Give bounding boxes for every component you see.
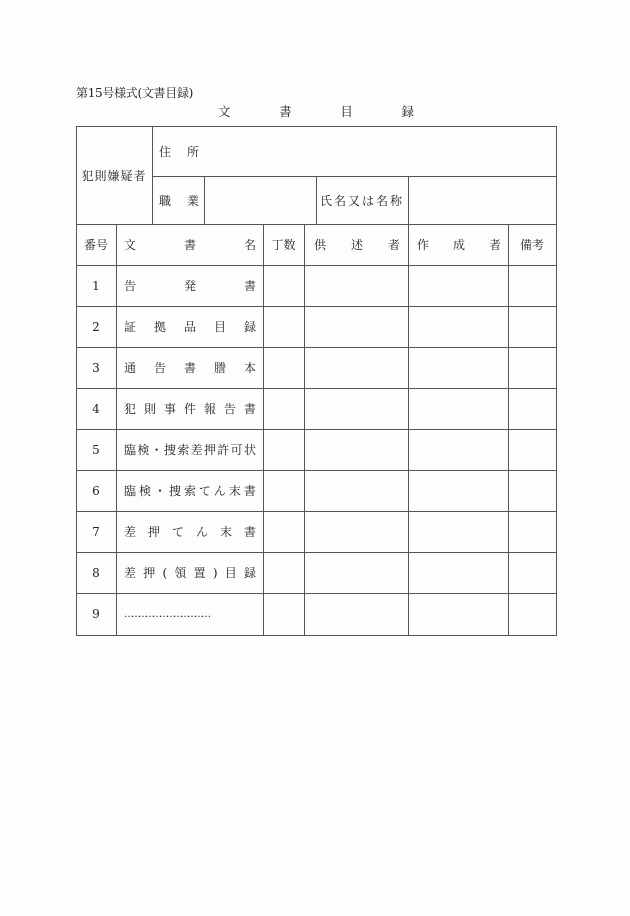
row-prepared-by-field[interactable] bbox=[408, 306, 508, 347]
row-statement-by-field[interactable] bbox=[304, 511, 408, 552]
form-number: 第15号様式(文書目録) bbox=[76, 86, 194, 100]
header-pages: 丁数 bbox=[271, 238, 296, 252]
row-remarks-field[interactable] bbox=[508, 306, 556, 347]
row-doc-name: 通 告 書 謄 本 bbox=[124, 361, 256, 375]
border-right bbox=[556, 126, 557, 636]
row-number: 1 bbox=[92, 278, 100, 293]
occupation-field[interactable] bbox=[204, 176, 316, 224]
row-pages-field[interactable] bbox=[263, 388, 304, 429]
row-prepared-by-field[interactable] bbox=[408, 265, 508, 306]
row-statement-by-field[interactable] bbox=[304, 347, 408, 388]
name-field[interactable] bbox=[408, 176, 556, 224]
row-doc-name: 証 拠 品 目 録 bbox=[124, 320, 256, 334]
header-prepared-by: 作 成 者 bbox=[417, 238, 501, 252]
row-prepared-by-field[interactable] bbox=[408, 552, 508, 593]
divider bbox=[116, 224, 117, 635]
row-pages-field[interactable] bbox=[263, 511, 304, 552]
row-number: 6 bbox=[92, 483, 100, 498]
suspect-label: 犯則嫌疑者 bbox=[81, 168, 147, 183]
row-doc-name: 臨 検 ・ 捜 索 差 押 許 可 状 bbox=[124, 443, 256, 457]
header-number: 番号 bbox=[83, 238, 108, 252]
title-char: 文 bbox=[218, 104, 231, 119]
header-statement-by: 供 述 者 bbox=[314, 238, 400, 252]
row-number: 3 bbox=[92, 360, 100, 375]
name-label: 氏名又は名称 bbox=[319, 193, 404, 208]
row-prepared-by-field[interactable] bbox=[408, 429, 508, 470]
title-char: 書 bbox=[279, 104, 292, 119]
address-label: 住 所 bbox=[159, 144, 200, 159]
row-number: 5 bbox=[92, 442, 100, 457]
row-pages-field[interactable] bbox=[263, 306, 304, 347]
row-statement-by-field[interactable] bbox=[304, 388, 408, 429]
row-number: 4 bbox=[92, 401, 100, 416]
title-char: 録 bbox=[401, 104, 414, 119]
address-field[interactable] bbox=[204, 126, 556, 176]
divider bbox=[152, 126, 153, 224]
title-char: 目 bbox=[340, 104, 353, 119]
row-pages-field[interactable] bbox=[263, 593, 304, 635]
row-statement-by-field[interactable] bbox=[304, 552, 408, 593]
occupation-label: 職 業 bbox=[159, 193, 199, 208]
header-remarks: 備考 bbox=[519, 238, 544, 252]
row-number: 7 bbox=[92, 524, 100, 539]
row-pages-field[interactable] bbox=[263, 552, 304, 593]
row-doc-name: 差 押 て ん 末 書 bbox=[124, 525, 256, 539]
row-remarks-field[interactable] bbox=[508, 552, 556, 593]
row-doc-name: 臨 検 ・ 捜 索 て ん 末 書 bbox=[124, 484, 256, 498]
row-doc-name: ……………………………… bbox=[124, 608, 208, 620]
row-pages-field[interactable] bbox=[263, 470, 304, 511]
row-statement-by-field[interactable] bbox=[304, 470, 408, 511]
row-pages-field[interactable] bbox=[263, 265, 304, 306]
header-doc-name: 文 書 名 bbox=[124, 238, 256, 252]
row-number: 9 bbox=[92, 607, 100, 621]
row-doc-name: 告 発 書 bbox=[124, 279, 256, 293]
row-doc-name: 犯 則 事 件 報 告 書 bbox=[124, 402, 256, 416]
row-prepared-by-field[interactable] bbox=[408, 388, 508, 429]
row-statement-by-field[interactable] bbox=[304, 306, 408, 347]
border-bottom bbox=[76, 635, 557, 636]
row-pages-field[interactable] bbox=[263, 347, 304, 388]
row-statement-by-field[interactable] bbox=[304, 429, 408, 470]
row-remarks-field[interactable] bbox=[508, 511, 556, 552]
row-remarks-field[interactable] bbox=[508, 347, 556, 388]
document-title bbox=[218, 102, 414, 120]
row-number: 2 bbox=[92, 319, 100, 334]
row-statement-by-field[interactable] bbox=[304, 265, 408, 306]
row-prepared-by-field[interactable] bbox=[408, 347, 508, 388]
row-prepared-by-field[interactable] bbox=[408, 593, 508, 635]
row-pages-field[interactable] bbox=[263, 429, 304, 470]
row-number: 8 bbox=[92, 565, 100, 580]
row-prepared-by-field[interactable] bbox=[408, 511, 508, 552]
document-list-table bbox=[76, 126, 556, 635]
row-remarks-field[interactable] bbox=[508, 429, 556, 470]
row-remarks-field[interactable] bbox=[508, 265, 556, 306]
row-statement-by-field[interactable] bbox=[304, 593, 408, 635]
row-remarks-field[interactable] bbox=[508, 593, 556, 635]
row-remarks-field[interactable] bbox=[508, 388, 556, 429]
row-doc-name: 差 押 ( 領 置 ) 目 録 bbox=[124, 565, 256, 580]
row-prepared-by-field[interactable] bbox=[408, 470, 508, 511]
row-remarks-field[interactable] bbox=[508, 470, 556, 511]
